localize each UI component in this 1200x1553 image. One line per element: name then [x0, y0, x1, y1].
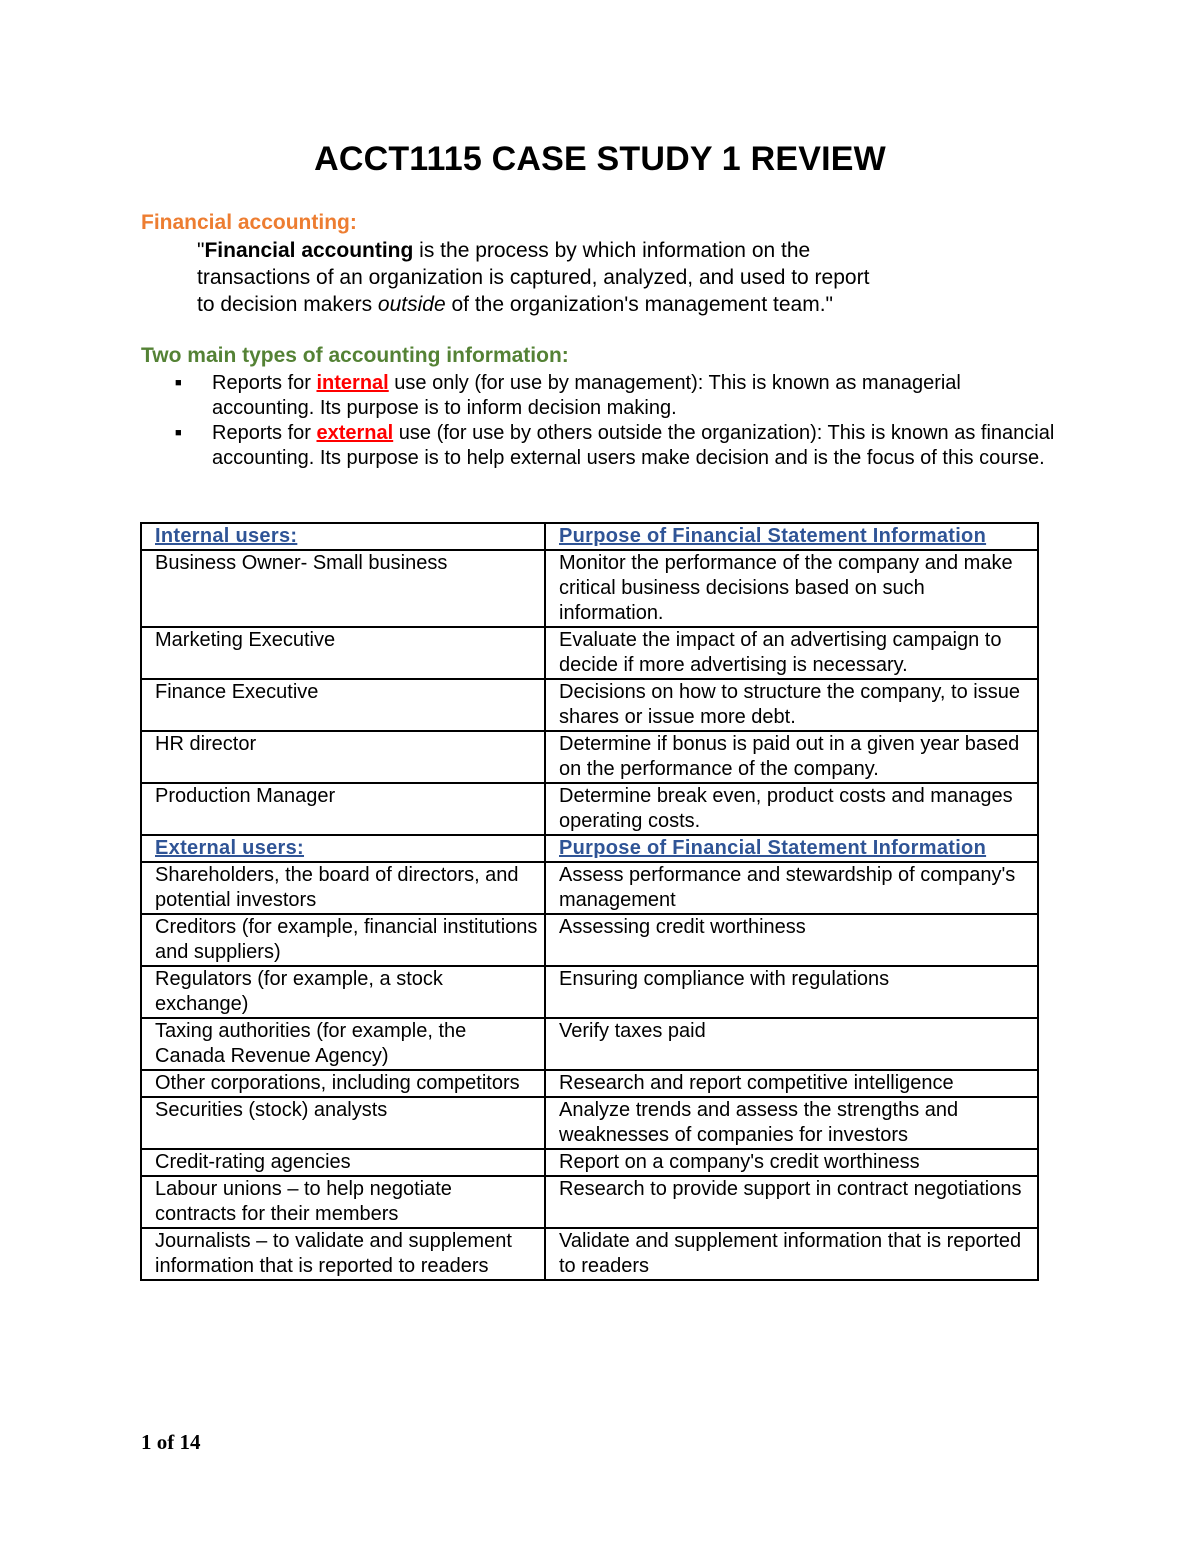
- list-item: [172, 421, 1062, 471]
- table-row: [141, 550, 1038, 627]
- document-title: ACCT1115 CASE STUDY 1 REVIEW: [314, 140, 886, 178]
- definition-text: to decision makers: [197, 293, 378, 316]
- highlight-internal: internal: [316, 372, 389, 394]
- user-cell: Finance Executive: [141, 679, 545, 731]
- emphasis-outside: outside: [377, 293, 446, 316]
- table-row: [141, 914, 1038, 966]
- bullet-text: Reports for: [212, 372, 317, 394]
- table-header-cell: [141, 835, 545, 862]
- internal-users-header: Internal users:: [155, 525, 298, 547]
- user-cell: Other corporations, including competitors: [141, 1070, 545, 1097]
- purpose-header: Purpose of Financial Statement Information: [559, 837, 987, 859]
- defined-term: Financial accounting: [204, 239, 414, 262]
- table-row: [141, 731, 1038, 783]
- list-item: [172, 371, 1062, 421]
- purpose-cell: Ensuring compliance with regulations: [545, 966, 1038, 1018]
- table-row: [141, 1228, 1038, 1280]
- financial-accounting-heading: Financial accounting:: [141, 211, 357, 234]
- user-cell: Production Manager: [141, 783, 545, 835]
- table-header-cell: [545, 523, 1038, 550]
- purpose-cell: Decisions on how to structure the company, to issue shares or issue more debt.: [545, 679, 1038, 731]
- page-number: 1 of 14: [141, 1430, 201, 1454]
- user-cell: Business Owner- Small business: [141, 550, 545, 627]
- purpose-cell: Analyze trends and assess the strengths and weaknesses of companies for investors: [545, 1097, 1038, 1149]
- quote-mark: ": [197, 239, 205, 262]
- table-row: [141, 1097, 1038, 1149]
- table-row: [141, 862, 1038, 914]
- purpose-cell: Evaluate the impact of an advertising campaign to decide if more advertising is necessary.: [545, 627, 1038, 679]
- users-table: [140, 522, 1039, 1281]
- bullet-text: Reports for: [212, 422, 317, 444]
- highlight-external: external: [316, 422, 394, 444]
- purpose-cell: Validate and supplement information that is reported to readers: [545, 1228, 1038, 1280]
- purpose-cell: Report on a company's credit worthiness: [545, 1149, 1038, 1176]
- purpose-cell: Determine break even, product costs and manages operating costs.: [545, 783, 1038, 835]
- financial-accounting-definition: [197, 237, 977, 318]
- table-row: [141, 1018, 1038, 1070]
- user-cell: Journalists – to validate and supplement information that is reported to readers: [141, 1228, 545, 1280]
- bullet-text: use only (for use by management): This is known as managerial accounting. Its purpose is to inform decision making.: [212, 372, 961, 419]
- square-bullet-icon: ■: [175, 377, 182, 389]
- user-cell: Securities (stock) analysts: [141, 1097, 545, 1149]
- purpose-cell: Research to provide support in contract negotiations: [545, 1176, 1038, 1228]
- user-cell: Regulators (for example, a stock exchange): [141, 966, 545, 1018]
- bullet-text: use (for use by others outside the organization): This is known as financial accounting. Its purpose is to help external users make decision and is the focus of this course.: [212, 422, 1055, 469]
- table-row: [141, 1176, 1038, 1228]
- table-header-cell: [141, 523, 545, 550]
- user-cell: HR director: [141, 731, 545, 783]
- user-cell: Labour unions – to help negotiate contracts for their members: [141, 1176, 545, 1228]
- purpose-cell: Determine if bonus is paid out in a given year based on the performance of the company.: [545, 731, 1038, 783]
- table-row: [141, 679, 1038, 731]
- user-cell: Taxing authorities (for example, the Canada Revenue Agency): [141, 1018, 545, 1070]
- external-users-header: External users:: [155, 837, 305, 859]
- definition-line-2: transactions of an organization is captured, analyzed, and used to report: [197, 266, 870, 289]
- accounting-types-heading: Two main types of accounting information:: [141, 344, 569, 367]
- definition-line-3: [197, 291, 977, 318]
- table-header-row-external: [141, 835, 1038, 862]
- purpose-cell: Assessing credit worthiness: [545, 914, 1038, 966]
- user-cell: Credit-rating agencies: [141, 1149, 545, 1176]
- square-bullet-icon: ■: [175, 427, 182, 439]
- user-cell: Creditors (for example, financial institutions and suppliers): [141, 914, 545, 966]
- user-cell: Marketing Executive: [141, 627, 545, 679]
- table-row: [141, 966, 1038, 1018]
- table-header-row-internal: [141, 523, 1038, 550]
- table-row: [141, 783, 1038, 835]
- purpose-cell: Research and report competitive intelligence: [545, 1070, 1038, 1097]
- table-row: [141, 627, 1038, 679]
- table-header-cell: [545, 835, 1038, 862]
- purpose-cell: Verify taxes paid: [545, 1018, 1038, 1070]
- definition-text: of the organization's management team.": [445, 293, 833, 316]
- table-row: [141, 1149, 1038, 1176]
- purpose-cell: Assess performance and stewardship of company's management: [545, 862, 1038, 914]
- definition-text: is the process by which information on the: [413, 239, 811, 262]
- purpose-cell: Monitor the performance of the company and make critical business decisions based on such information.: [545, 550, 1038, 627]
- definition-line-1: [197, 237, 977, 264]
- user-cell: Shareholders, the board of directors, and potential investors: [141, 862, 545, 914]
- purpose-header: Purpose of Financial Statement Information: [559, 525, 987, 547]
- table-row: [141, 1070, 1038, 1097]
- accounting-types-list: [172, 371, 1062, 471]
